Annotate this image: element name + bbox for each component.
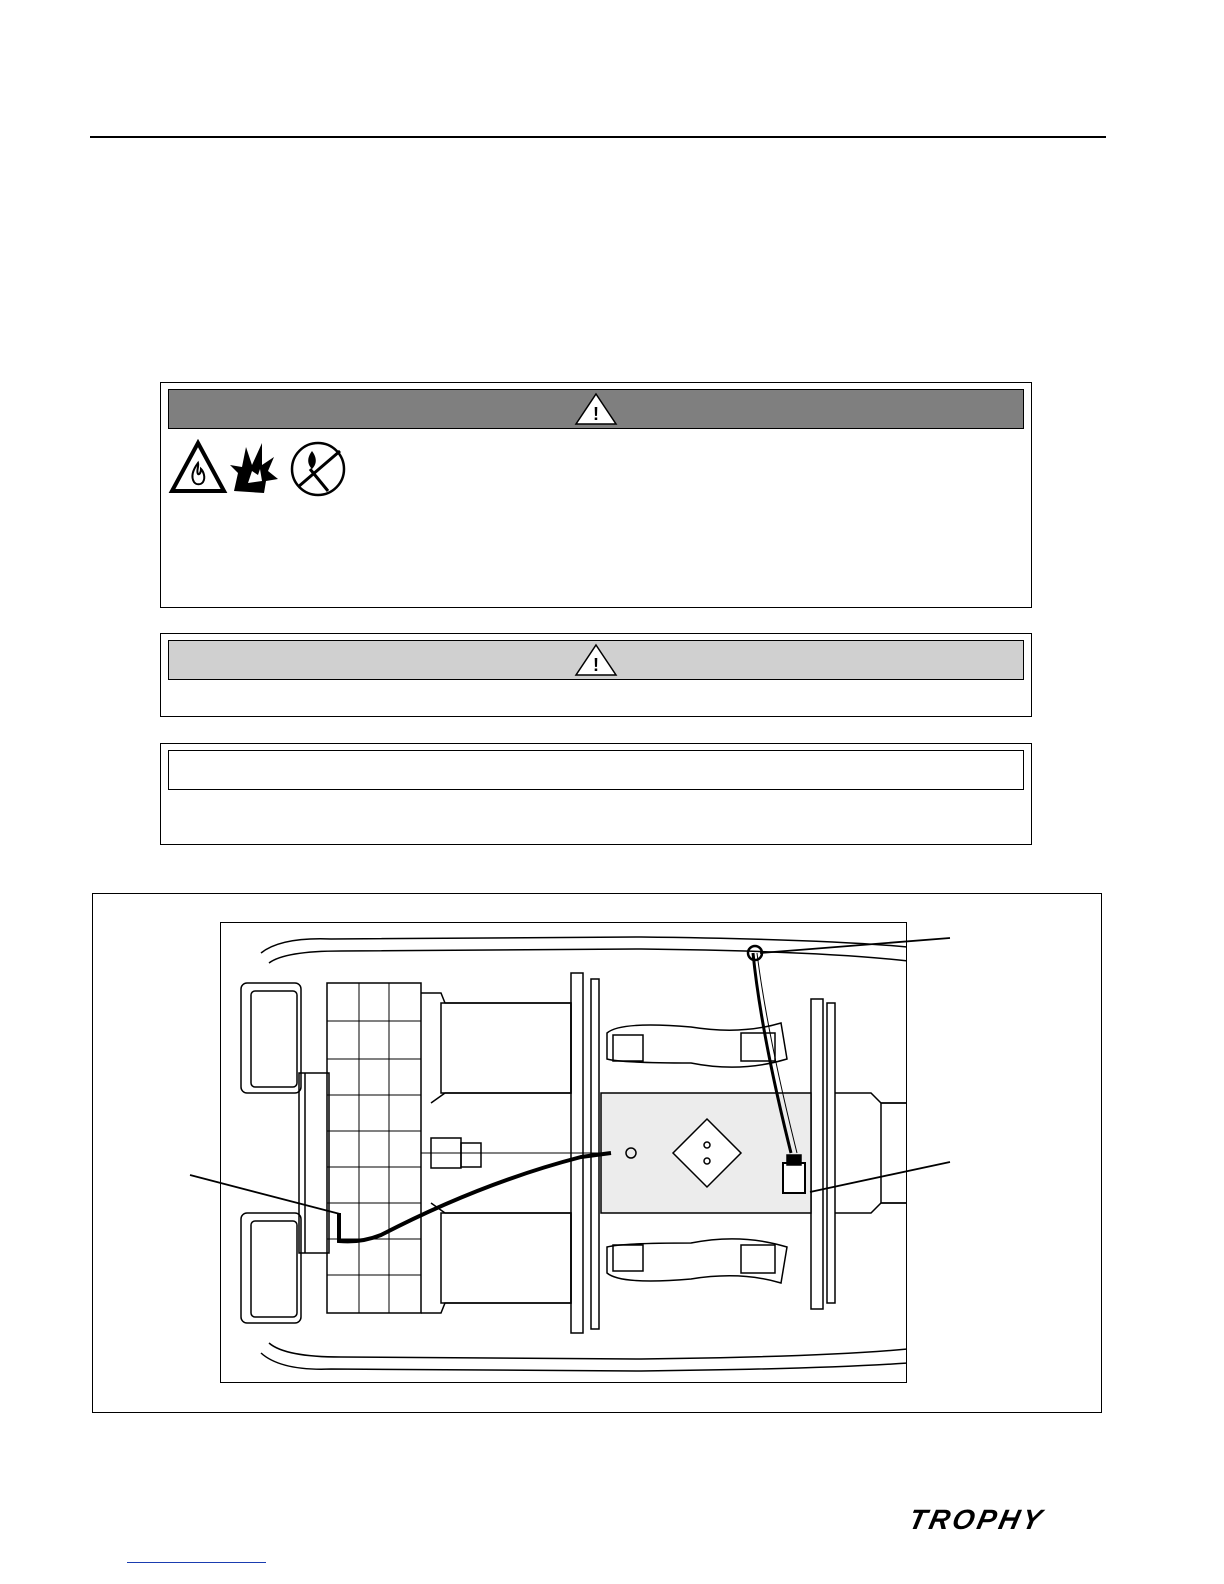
boat-drawing [221, 923, 907, 1383]
warning-header-bar [168, 640, 1024, 680]
footer-link-underline[interactable] [127, 1562, 266, 1563]
alert-triangle-icon [574, 392, 618, 426]
hazard-icons [168, 439, 358, 497]
notice-header-bar [168, 750, 1024, 790]
boat-top-view-diagram [220, 922, 907, 1383]
notice-box [160, 743, 1032, 845]
trophy-logo: TROPHY [906, 1504, 1048, 1535]
danger-notice-box [160, 382, 1032, 608]
svg-text:!: ! [593, 655, 599, 675]
warning-notice-box [160, 633, 1032, 717]
svg-text:!: ! [593, 404, 599, 424]
explosion-icon [230, 443, 278, 493]
alert-triangle-icon [574, 643, 618, 677]
fire-warning-icon [172, 443, 224, 491]
no-open-flame-icon [292, 443, 344, 495]
header-rule [90, 136, 1106, 138]
danger-header-bar [168, 389, 1024, 429]
